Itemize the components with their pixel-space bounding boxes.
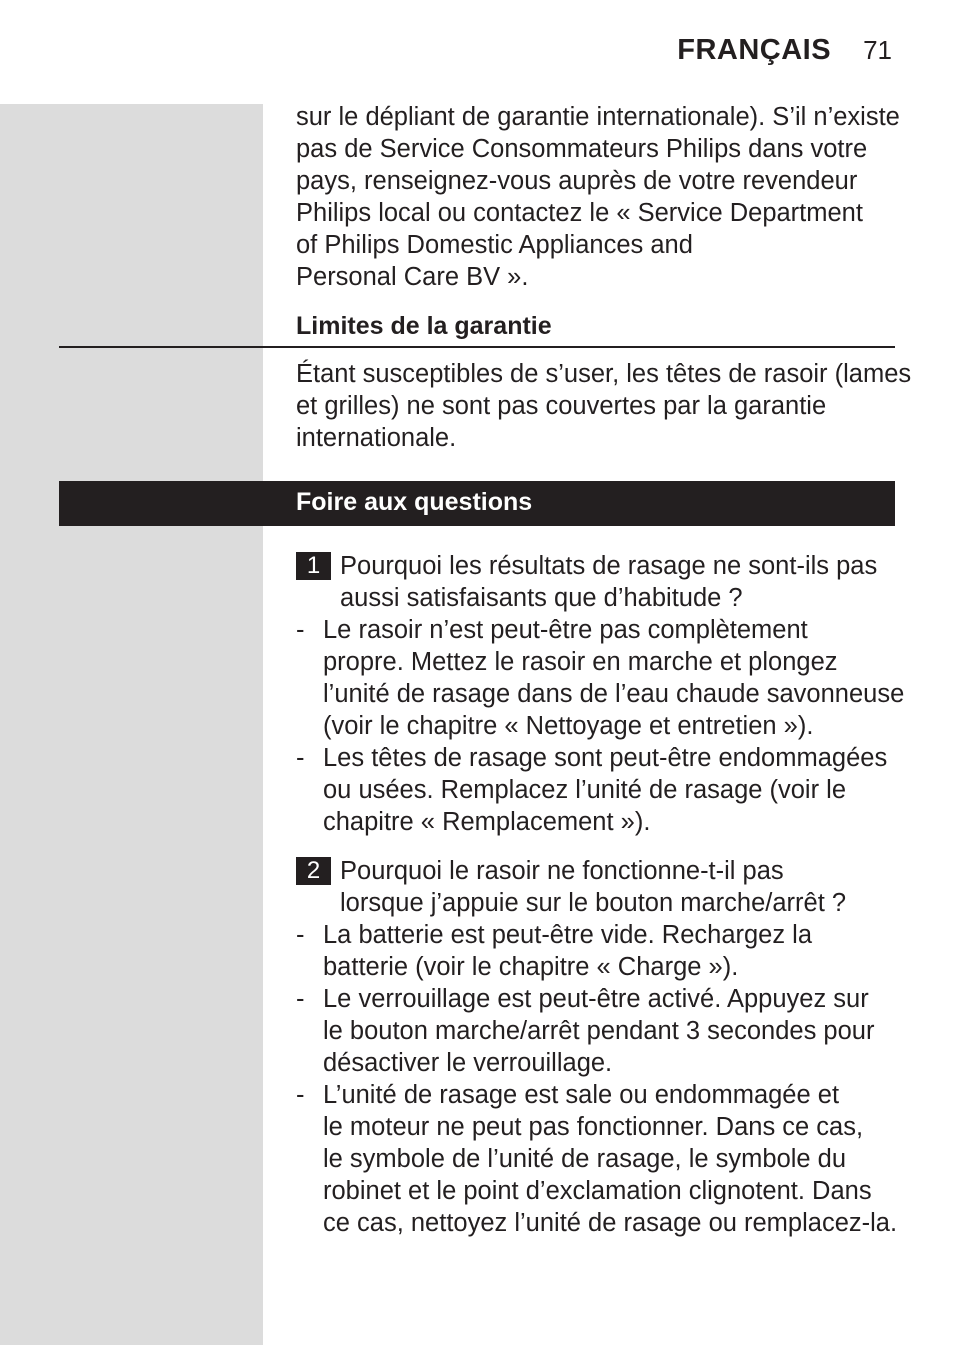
dash-bullet: - <box>296 744 305 772</box>
faq-question-1 <box>296 550 905 838</box>
heading-rule <box>59 346 895 348</box>
language-label: FRANÇAIS <box>677 34 832 66</box>
faq-title: Foire aux questions <box>296 488 533 516</box>
faq-question-2 <box>296 855 896 1239</box>
question-number-badge: 1 <box>296 552 331 580</box>
faq-section-bar <box>59 481 895 526</box>
text-line: le symbole de l’unité de rasage, le symbole du <box>323 1145 847 1173</box>
text-line: pays, renseignez-vous auprès de votre revendeur <box>296 167 858 195</box>
text-line: La batterie est peut-être vide. Rechargez la <box>323 921 813 949</box>
text-line: et grilles) ne sont pas couvertes par la garantie <box>296 392 827 420</box>
dash-bullet: - <box>296 616 305 644</box>
limits-heading: Limites de la garantie <box>296 312 552 340</box>
margin-sidebar <box>0 104 263 1345</box>
text-line: L’unité de rasage est sale ou endommagée et <box>323 1081 840 1109</box>
text-line: propre. Mettez le rasoir en marche et plongez <box>323 648 838 676</box>
text-line: internationale. <box>296 424 457 452</box>
text-line: pas de Service Consommateurs Philips dans votre <box>296 135 868 163</box>
question-text <box>340 855 896 919</box>
dash-bullet: - <box>296 1081 305 1109</box>
text-line: robinet et le point d’exclamation clignotent. Dans <box>323 1177 872 1205</box>
text-line: l’unité de rasage dans de l’eau chaude savonneuse <box>323 680 905 708</box>
text-line: Le rasoir n’est peut-être pas complètement <box>323 616 808 644</box>
dash-bullet: - <box>296 985 305 1013</box>
page-header <box>677 34 892 67</box>
text-line: chapitre « Remplacement »). <box>323 808 651 836</box>
answer-item <box>296 742 896 838</box>
text-line: Le verrouillage est peut-être activé. Appuyez sur <box>323 985 869 1013</box>
question-text <box>340 550 896 614</box>
text-line: Personal Care BV ». <box>296 263 529 291</box>
text-line: Philips local ou contactez le « Service Department <box>296 199 863 227</box>
text-line: Étant susceptibles de s’user, les têtes de rasoir (lames <box>296 360 912 388</box>
answer-item <box>296 983 896 1079</box>
text-line: batterie (voir le chapitre « Charge »). <box>323 953 739 981</box>
dash-bullet: - <box>296 921 305 949</box>
answer-item <box>296 919 896 983</box>
text-line: (voir le chapitre « Nettoyage et entretien »). <box>323 712 814 740</box>
limits-paragraph <box>296 358 912 454</box>
text-line: le moteur ne peut pas fonctionner. Dans ce cas, <box>323 1113 864 1141</box>
text-line: Les têtes de rasage sont peut-être endommagées <box>323 744 888 772</box>
answer-item <box>296 1079 896 1239</box>
answer-item <box>296 614 905 742</box>
text-line: sur le dépliant de garantie internationale). S’il n’existe <box>296 103 900 131</box>
text-line: le bouton marche/arrêt pendant 3 secondes pour <box>323 1017 875 1045</box>
text-line: lorsque j’appuie sur le bouton marche/arrêt ? <box>340 889 847 917</box>
text-line: désactiver le verrouillage. <box>323 1049 613 1077</box>
text-line: ce cas, nettoyez l’unité de rasage ou remplacez-la. <box>323 1209 898 1237</box>
text-line: aussi satisfaisants que d’habitude ? <box>340 584 743 612</box>
question-number-badge: 2 <box>296 857 331 885</box>
text-line: of Philips Domestic Appliances and <box>296 231 693 259</box>
page-number: 71 <box>863 35 892 65</box>
intro-paragraph <box>296 101 900 293</box>
text-line: ou usées. Remplacez l’unité de rasage (voir le <box>323 776 847 804</box>
text-line: Pourquoi le rasoir ne fonctionne-t-il pas <box>340 857 784 885</box>
text-line: Pourquoi les résultats de rasage ne sont-ils pas <box>340 552 878 580</box>
